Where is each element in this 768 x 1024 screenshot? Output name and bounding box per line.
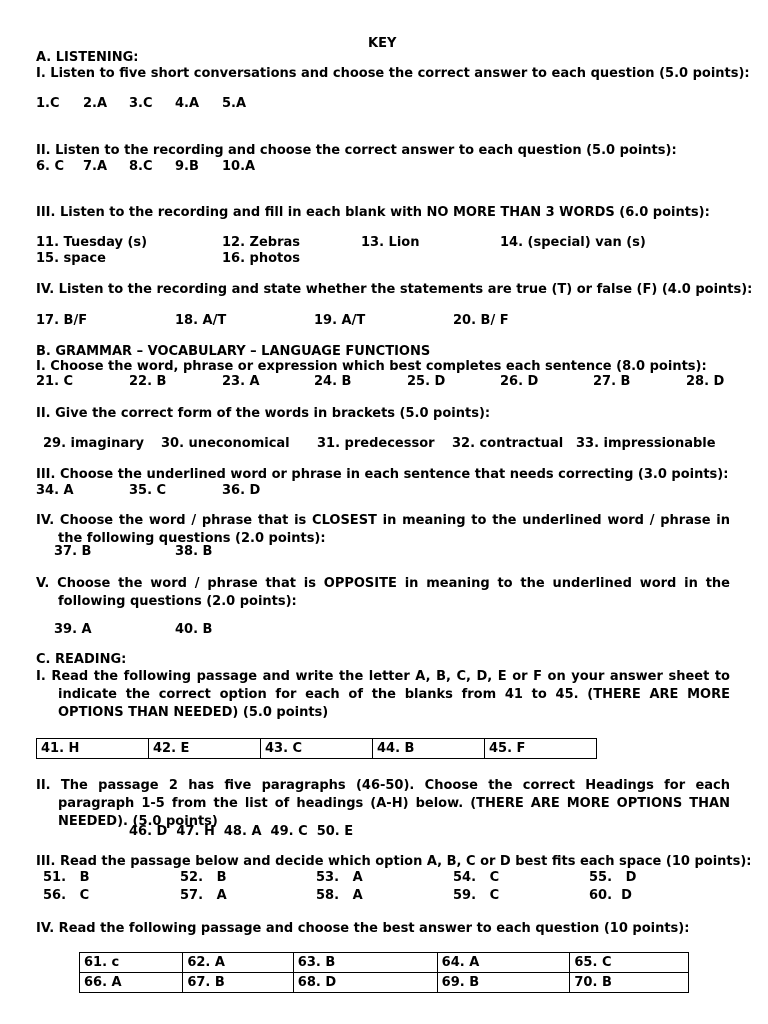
answer-item: 25. D	[407, 374, 446, 389]
answer-item: 57. A	[180, 888, 227, 903]
question-title: V. Choose the word / phrase that is OPPOSITE in meaning to the underlined word in the following questions (2.0 points):	[36, 576, 730, 609]
answer-item: 16. photos	[222, 251, 300, 266]
question-title: II. The passage 2 has five paragraphs (46-50). Choose the correct Headings for each paragraph 1-5 from the list of headings (A-H) below. (THERE ARE MORE OPTIONS THAN NEEDED). (5.0 points)	[36, 778, 730, 829]
table-row	[80, 953, 689, 973]
answer-item: 33. impressionable	[576, 436, 716, 451]
table-cell: 65. C	[570, 953, 689, 973]
answer-item: 56. C	[43, 888, 90, 903]
question-title: IV. Read the following passage and choose the best answer to each question (10 points):	[36, 921, 690, 936]
question-title: I. Listen to five short conversations and choose the correct answer to each question (5.0 points):	[36, 66, 750, 81]
table-cell: 64. A	[437, 953, 570, 973]
table-cell: 69. B	[437, 973, 570, 993]
answer-item: 36. D	[222, 483, 261, 498]
question-title: I. Choose the word, phrase or expression which best completes each sentence (8.0 points):	[36, 359, 707, 374]
answer-item: 38. B	[175, 544, 213, 559]
answer-item: 2.A	[83, 96, 108, 111]
answer-item: 3.C	[129, 96, 153, 111]
table-row	[37, 739, 597, 759]
answer-item: 18. A/T	[175, 313, 227, 328]
answer-item: 12. Zebras	[222, 235, 301, 250]
table-cell: 44. B	[373, 739, 485, 759]
question-title: II. Listen to the recording and choose the correct answer to each question (5.0 points):	[36, 143, 677, 158]
question-title: IV. Choose the word / phrase that is CLOSEST in meaning to the underlined word / phrase in the following questions (2.0 points):	[36, 513, 730, 546]
answer-item: 39. A	[54, 622, 92, 637]
answer-item: 4.A	[175, 96, 200, 111]
answer-item: 26. D	[500, 374, 539, 389]
answer-item: 21. C	[36, 374, 74, 389]
answer-item: 9.B	[175, 159, 199, 174]
answer-item: 54. C	[453, 870, 500, 885]
table-cell: 68. D	[293, 973, 437, 993]
answer-item: 7.A	[83, 159, 108, 174]
answer-item: 53. A	[316, 870, 363, 885]
table-cell: 42. E	[149, 739, 261, 759]
answer-item: 58. A	[316, 888, 363, 903]
answer-item: 27. B	[593, 374, 631, 389]
section-heading-listening: A. LISTENING:	[36, 50, 139, 65]
answer-item: 8.C	[129, 159, 153, 174]
answer-item: 13. Lion	[361, 235, 420, 250]
table-cell: 63. B	[293, 953, 437, 973]
answer-item: 31. predecessor	[317, 436, 435, 451]
table-cell: 70. B	[570, 973, 689, 993]
answer-item: 40. B	[175, 622, 213, 637]
section-heading-grammar: B. GRAMMAR – VOCABULARY – LANGUAGE FUNCTIONS	[36, 344, 431, 359]
page-title: KEY	[368, 36, 397, 51]
answer-item: 32. contractual	[452, 436, 564, 451]
answer-item: 22. B	[129, 374, 167, 389]
answer-item: 60. D	[589, 888, 632, 903]
answer-item: 34. A	[36, 483, 74, 498]
answer-item: 55. D	[589, 870, 637, 885]
answer-table	[36, 738, 597, 759]
answer-item: 28. D	[686, 374, 725, 389]
answer-item: 23. A	[222, 374, 260, 389]
table-cell: 62. A	[183, 953, 293, 973]
answer-item: 6. C	[36, 159, 65, 174]
table-cell: 41. H	[37, 739, 149, 759]
section-heading-reading: C. READING:	[36, 652, 127, 667]
answer-item: 52. B	[180, 870, 227, 885]
answer-item: 15. space	[36, 251, 106, 266]
answer-item: 29. imaginary	[43, 436, 145, 451]
question-title: II. Give the correct form of the words in brackets (5.0 points):	[36, 406, 491, 421]
answer-item: 11. Tuesday (s)	[36, 235, 148, 250]
answer-item: 24. B	[314, 374, 352, 389]
table-cell: 43. C	[261, 739, 373, 759]
question-title: III. Read the passage below and decide which option A, B, C or D best fits each space (10 points):	[36, 854, 752, 869]
question-title: I. Read the following passage and write the letter A, B, C, D, E or F on your answer sheet to indicate the correct option for each of the blanks from 41 to 45. (THERE ARE MORE OPTIONS THAN NEEDED) (5.0 points)	[36, 669, 730, 720]
answer-line: 46. D 47. H 48. A 49. C 50. E	[129, 824, 354, 839]
answer-item: 35. C	[129, 483, 167, 498]
answer-item: 17. B/F	[36, 313, 88, 328]
table-row	[80, 973, 689, 993]
answer-item: 51. B	[43, 870, 90, 885]
question-title: III. Listen to the recording and fill in each blank with NO MORE THAN 3 WORDS (6.0 points):	[36, 205, 710, 220]
table-cell: 67. B	[183, 973, 293, 993]
answer-item: 10.A	[222, 159, 256, 174]
answer-item: 14. (special) van (s)	[500, 235, 646, 250]
question-title: III. Choose the underlined word or phrase in each sentence that needs correcting (3.0 points):	[36, 467, 729, 482]
answer-item: 59. C	[453, 888, 500, 903]
answer-item: 5.A	[222, 96, 247, 111]
table-cell: 61. c	[80, 953, 183, 973]
answer-table	[79, 952, 689, 993]
question-title: IV. Listen to the recording and state whether the statements are true (T) or false (F) (4.0 points):	[36, 282, 753, 297]
table-cell: 45. F	[485, 739, 597, 759]
answer-item: 37. B	[54, 544, 92, 559]
answer-item: 1.C	[36, 96, 60, 111]
table-cell: 66. A	[80, 973, 183, 993]
answer-item: 19. A/T	[314, 313, 366, 328]
answer-item: 30. uneconomical	[161, 436, 290, 451]
answer-item: 20. B/ F	[453, 313, 509, 328]
